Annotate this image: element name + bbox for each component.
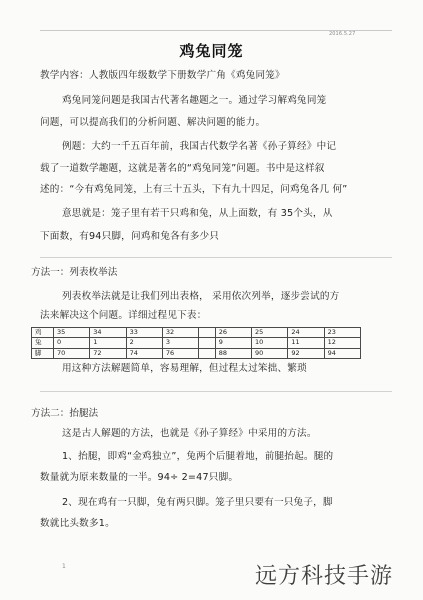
table-cell: 32: [162, 328, 198, 338]
table-cell: 23: [324, 328, 360, 338]
table-cell: 34: [90, 328, 126, 338]
table-row: [32, 338, 361, 348]
method1-heading: 方法一：列表枚举法: [31, 267, 118, 278]
table-row-label: 鸡: [32, 328, 54, 338]
table-cell: 33: [126, 328, 162, 338]
section-divider: [40, 257, 392, 258]
table-cell: 12: [324, 338, 360, 348]
table-cell: 72: [90, 348, 126, 358]
table-cell: 35: [54, 328, 90, 338]
table-cell: 88: [215, 348, 251, 358]
method2-text-line: 1、抬腿，即鸡“金鸡独立”，兔两个后腿着地，前腿抬起。腿的: [62, 451, 334, 462]
table-cell: 10: [252, 338, 288, 348]
table-cell: 92: [288, 348, 324, 358]
meaning-paragraph-line: 意思就是：笼子里有若干只鸡和兔，从上面数，有 35个头，从: [62, 208, 333, 219]
table-cell: 2: [126, 338, 162, 348]
table-cell: [199, 348, 216, 358]
method1-text-line: 法来解决这个问题。详细过程见下表：: [40, 310, 207, 321]
header-date: 2016.5.27: [329, 31, 356, 37]
page-number: 1: [62, 563, 66, 570]
table-cell: 70: [54, 348, 90, 358]
enumeration-table: [31, 327, 361, 359]
intro-paragraph-line: 问题，可以提高我们的分析问题、解决问题的能力。: [40, 117, 266, 128]
table-cell: 94: [324, 348, 360, 358]
table-row-label: 兔: [32, 338, 54, 348]
table-cell: 76: [162, 348, 198, 358]
method1-text-line: 列表枚举法就是让我们列出表格， 采用依次列举，逐步尝试的方: [62, 291, 340, 302]
table-cell: 3: [162, 338, 198, 348]
watermark-text: 远方科技手游: [254, 564, 393, 589]
table-cell: [199, 328, 216, 338]
example-paragraph-line: 述的：“今有鸡兔同笼，上有三十五头，下有九十四足，问鸡兔各几 何”: [40, 184, 348, 195]
table-cell: [199, 338, 216, 348]
method2-text-line: 数量就为原来数量的一半。94÷ 2=47只脚。: [40, 472, 239, 483]
intro-paragraph-line: 鸡兔同笼问题是我国古代著名趣题之一。通过学习解鸡兔同笼: [62, 95, 327, 106]
example-paragraph-line: 载了一道数学趣题，这就是著名的“鸡兔同笼”问题。书中是这样叙: [40, 163, 325, 174]
method2-text-line: 数就比头数多1。: [40, 518, 115, 529]
method1-conclusion: 用这种方法解题简单，容易理解，但过程太过笨拙、繁琐: [62, 363, 307, 374]
table-cell: 0: [54, 338, 90, 348]
meaning-paragraph-line: 下面数，有94只脚，问鸡和兔各有多少只: [40, 231, 220, 242]
table-row-label: 脚: [32, 348, 54, 358]
method2-heading: 方法二：抬腿法: [31, 408, 99, 419]
table-cell: 1: [90, 338, 126, 348]
table-row: [32, 348, 361, 358]
method2-text-line: 这是古人解题的方法，也就是《孙子算经》中采用的方法。: [62, 428, 317, 439]
method2-text-line: 2、现在鸡有一只脚，兔有两只脚。笼子里只要有一只兔子，脚: [62, 497, 333, 508]
table-cell: 26: [215, 328, 251, 338]
section-divider: [40, 391, 392, 392]
table-row: [32, 328, 361, 338]
table-cell: 9: [215, 338, 251, 348]
table-cell: 90: [252, 348, 288, 358]
document-title: 鸡兔同笼: [179, 42, 244, 60]
table-cell: 25: [252, 328, 288, 338]
example-paragraph-line: 例题：大约一千五百年前，我国古代数学名著《孙子算经》中记: [62, 141, 337, 152]
table-cell: 11: [288, 338, 324, 348]
table-cell: 24: [288, 328, 324, 338]
teaching-content-line: 教学内容：人教版四年级数学下册数学广角《鸡兔同笼》: [40, 70, 285, 81]
table-cell: 74: [126, 348, 162, 358]
